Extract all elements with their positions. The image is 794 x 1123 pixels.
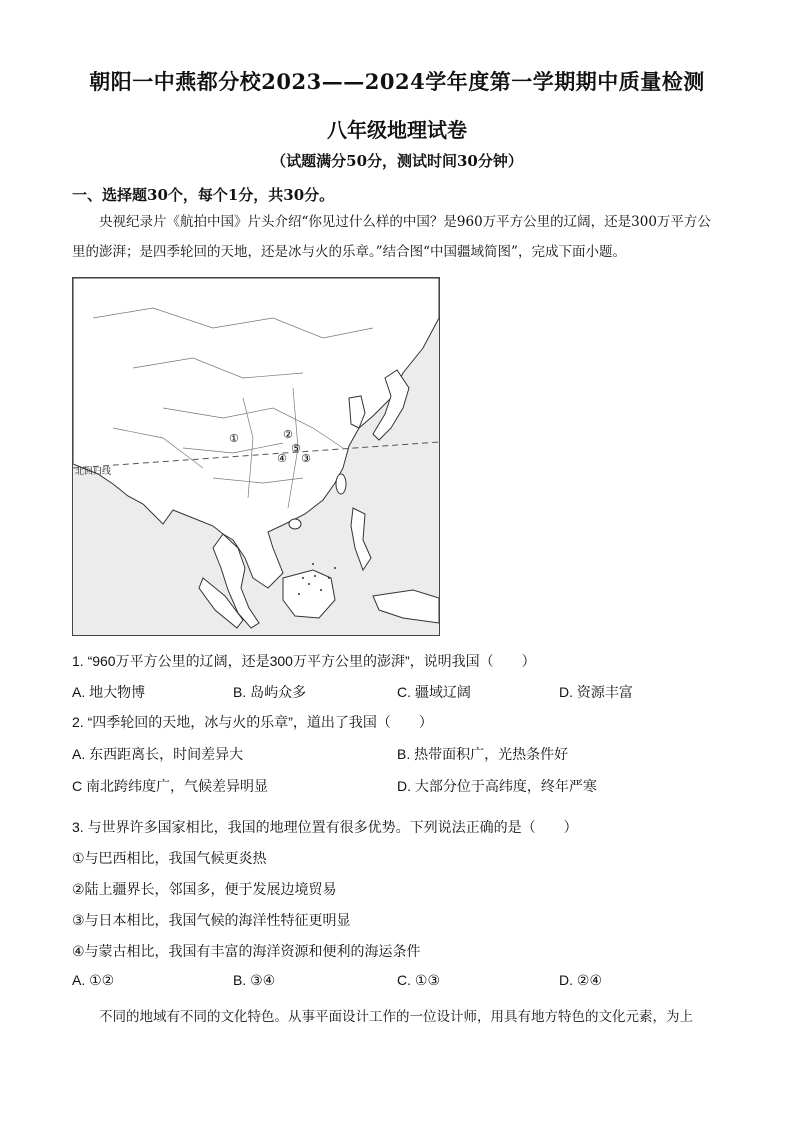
taiwan (336, 474, 346, 494)
q3-statement-2: ②陆上疆界长，邻国多，便于发展边境贸易 (72, 881, 337, 897)
exam-title: 朝阳一中燕都分校2023——2024学年度第一学期期中质量检测 (89, 69, 705, 94)
q3-option-a: A. ①② (72, 972, 115, 988)
q1-option-c: C. 疆域辽阔 (397, 684, 471, 700)
marker-3: ③ (301, 452, 311, 465)
question-1-stem: 1. “960万平方公里的辽阔，还是300万平方公里的澎湃”，说明我国（ ） (72, 653, 536, 669)
marker-4: ④ (277, 452, 287, 465)
next-intro-paragraph: 不同的地域有不同的文化特色。从事平面设计工作的一位设计师，用具有地方特色的文化元素，为上 (99, 1009, 693, 1025)
q3-statement-1: ①与巴西相比，我国气候更炎热 (72, 850, 267, 866)
q3-option-b: B. ③④ (233, 972, 276, 988)
section-heading: 一、选择题30个，每个1分，共30分。 (72, 186, 335, 204)
q2-option-b: B. 热带面积广，光热条件好 (397, 746, 569, 762)
q2-option-a: A. 东西距离长，时间差异大 (72, 746, 244, 762)
q1-option-b: B. 岛屿众多 (233, 684, 307, 700)
marker-2: ② (283, 428, 293, 441)
question-3-stem: 3. 与世界许多国家相比，我国的地理位置有很多优势。下列说法正确的是（ ） (72, 819, 578, 835)
exam-note: （试题满分50分，测试时间30分钟） (271, 152, 523, 170)
exam-subtitle: 八年级地理试卷 (327, 118, 467, 142)
q3-option-d: D. ②④ (559, 972, 602, 988)
intro-paragraph: 央视纪录片《航拍中国》片头介绍“你见过什么样的中国？是960万平方公里的辽阔，还是300万平方公里的澎湃；是四季轮回的天地，还是冰与火的乐章。”结合图“中国疆域简图”，完成下面小题。 (72, 214, 711, 260)
q3-statement-3: ③与日本相比，我国气候的海洋性特征更明显 (72, 912, 351, 928)
china-territory-map (72, 277, 440, 636)
q1-option-a: A. 地大物博 (72, 684, 146, 700)
q3-option-c: C. ①③ (397, 972, 440, 988)
marker-1: ① (229, 432, 239, 445)
q1-option-d: D. 资源丰富 (559, 684, 633, 700)
q3-statement-4: ④与蒙古相比，我国有丰富的海洋资源和便利的海运条件 (72, 943, 421, 959)
tropic-label: 北回归线 (75, 467, 112, 477)
q2-option-d: D. 大部分位于高纬度，终年严寒 (397, 778, 597, 794)
map-graphic (73, 278, 439, 635)
hainan (289, 519, 301, 529)
q2-option-c: C 南北跨纬度广，气候差异明显 (72, 778, 268, 794)
marker-5: ⑤ (291, 442, 301, 455)
question-2-stem: 2. “四季轮回的天地，冰与火的乐章”，道出了我国（ ） (72, 714, 433, 730)
